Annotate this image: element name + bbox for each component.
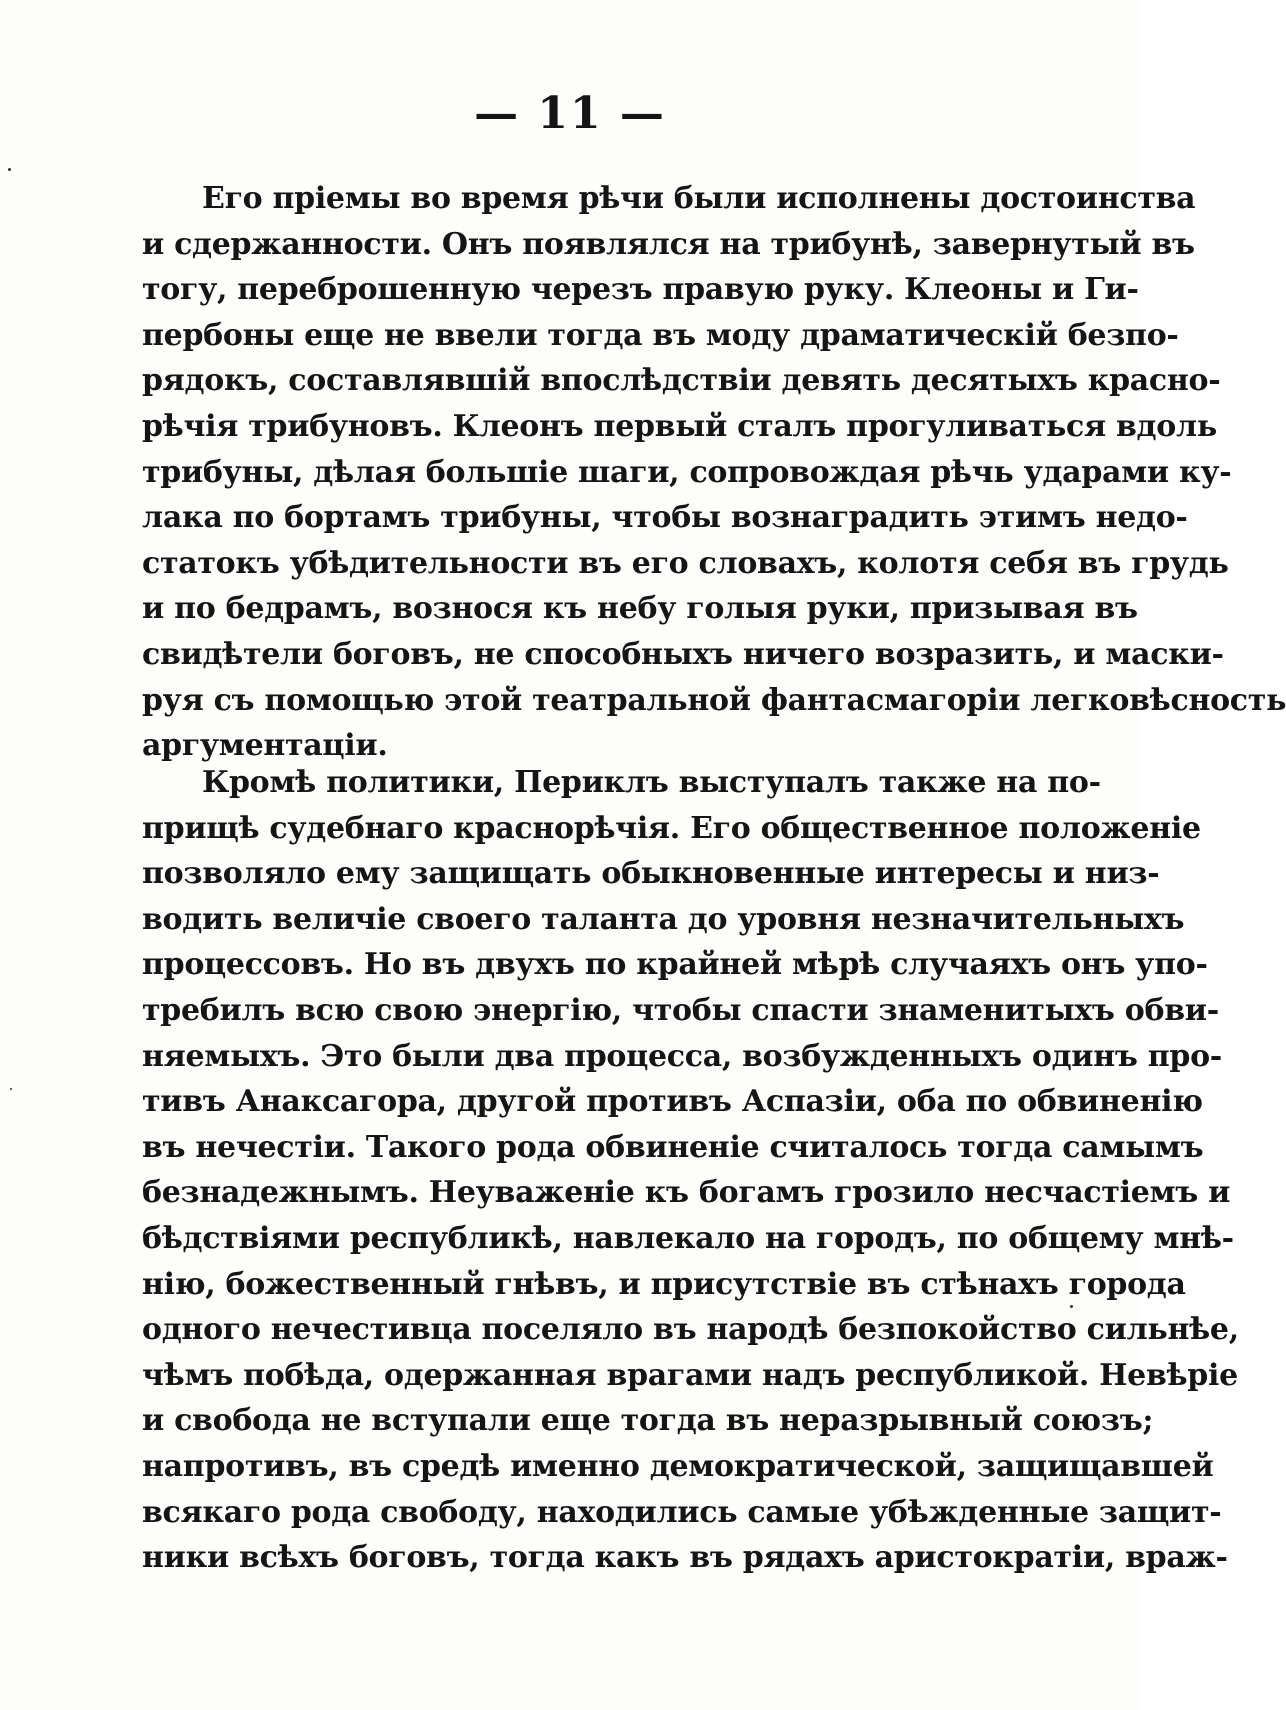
text-line: свидѣтели боговъ, не способныхъ ничего возразить, и маски- xyxy=(142,636,1224,672)
paper-speck xyxy=(10,1088,12,1090)
text-line: тогу, переброшенную черезъ правую руку. Клеоны и Ги- xyxy=(142,272,1139,308)
text-line: и сдержанности. Онъ появлялся на трибунѣ, завернутый въ xyxy=(142,226,1195,262)
text-line: чѣмъ побѣда, одержанная врагами надъ республикой. Невѣріе xyxy=(142,1357,1238,1393)
text-line: руя съ помощью этой театральной фантасмагоріи легковѣсность xyxy=(142,682,1286,718)
text-line: процессовъ. Но въ двухъ по крайней мѣрѣ случаяхъ онъ упо- xyxy=(142,947,1208,983)
text-line: напротивъ, въ средѣ именно демократической, защищавшей xyxy=(142,1448,1214,1484)
text-line: рядокъ, составлявшій впослѣдствіи девять десятыхъ красно- xyxy=(142,363,1221,399)
text-line: и свобода не вступали еще тогда въ неразрывный союзъ; xyxy=(142,1403,1154,1439)
text-line: бѣдствіями республикѣ, навлекало на городъ, по общему мнѣ- xyxy=(142,1220,1234,1256)
text-line: Его пріемы во время рѣчи были исполнены достоинства xyxy=(202,181,1196,216)
text-line: въ нечестіи. Такого рода обвиненіе считалось тогда самымъ xyxy=(142,1129,1204,1165)
text-line: позволяло ему защищать обыкновенные интересы и низ- xyxy=(142,856,1160,892)
paper-speck xyxy=(1070,1305,1073,1308)
text-line: тивъ Анаксагора, другой противъ Аспазіи, оба по обвиненію xyxy=(142,1084,1203,1120)
text-line: статокъ убѣдительности въ его словахъ, колотя себя въ грудь xyxy=(142,545,1229,581)
paper-speck xyxy=(8,168,11,171)
text-line: трибуны, дѣлая большіе шаги, сопровождая рѣчь ударами ку- xyxy=(142,454,1232,490)
text-line: всякаго рода свободу, находились самые убѣжденные защит- xyxy=(142,1494,1222,1530)
text-line: пербоны еще не ввели тогда въ моду драматическій безпо- xyxy=(142,317,1179,353)
text-line: аргументаціи. xyxy=(142,728,388,764)
text-line: безнадежнымъ. Неуваженіе къ богамъ грозило несчастіемъ и xyxy=(142,1175,1231,1211)
text-line: лака по бортамъ трибуны, чтобы вознаградить этимъ недо- xyxy=(142,500,1188,536)
paragraph-1 xyxy=(142,176,1286,769)
page-number: — 11 — xyxy=(474,88,666,139)
paragraph-2 xyxy=(142,760,1239,1581)
text-line: водить величіе своего таланта до уровня незначительныхъ xyxy=(142,901,1185,937)
text-line: одного нечестивца поселяло въ народѣ безпокойство сильнѣе, xyxy=(142,1312,1239,1348)
text-line: рѣчія трибуновъ. Клеонъ первый сталъ прогуливаться вдоль xyxy=(142,408,1217,444)
text-line: и по бедрамъ, вознося къ небу голыя руки, призывая въ xyxy=(142,591,1138,627)
text-line: прищѣ судебнаго краснорѣчія. Его общественное положеніе xyxy=(142,810,1201,846)
text-line: нію, божественный гнѣвъ, и присутствіе въ стѣнахъ города xyxy=(142,1266,1186,1302)
text-line: няемыхъ. Это были два процесса, возбужденныхъ одинъ про- xyxy=(142,1038,1222,1074)
text-line: требилъ всю свою энергію, чтобы спасти знаменитыхъ обви- xyxy=(142,992,1219,1028)
text-line: Кромѣ политики, Периклъ выступалъ также на по- xyxy=(202,765,1101,800)
text-line: ники всѣхъ боговъ, тогда какъ въ рядахъ аристократіи, враж- xyxy=(142,1540,1228,1576)
